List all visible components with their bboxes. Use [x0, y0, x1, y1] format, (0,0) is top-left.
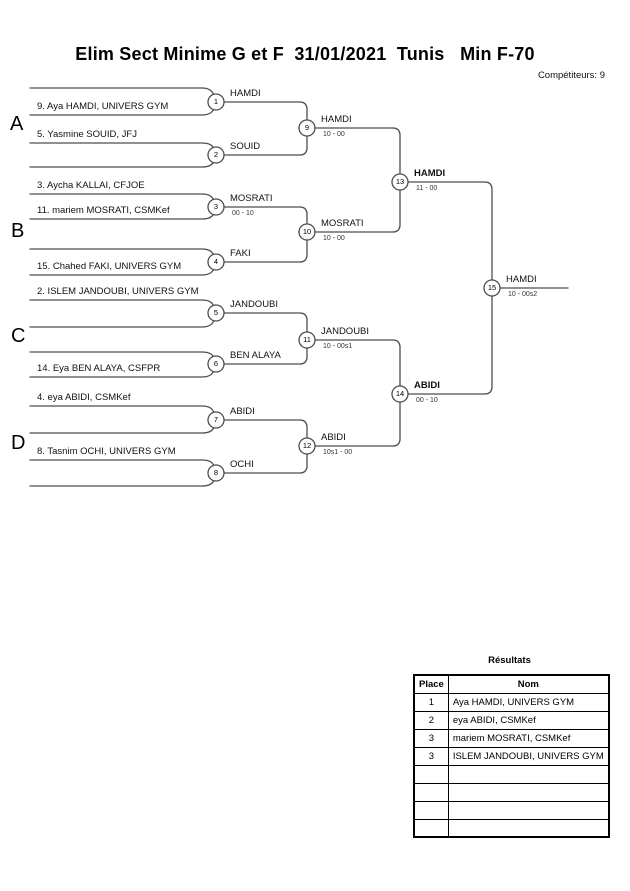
result-place — [414, 801, 448, 819]
result-name — [448, 801, 608, 819]
result-place: 1 — [414, 693, 448, 711]
slot-line — [30, 194, 214, 201]
match-number: 11 — [303, 335, 311, 344]
slot-line — [30, 88, 214, 96]
match-winner: HAMDI — [321, 114, 352, 125]
winner-connector — [224, 420, 307, 438]
table-row — [414, 765, 609, 783]
match-number: 7 — [213, 415, 219, 424]
match-winner: BEN ALAYA — [230, 350, 281, 361]
match-number: 4 — [213, 257, 219, 266]
result-place — [414, 765, 448, 783]
match-number: 13 — [395, 177, 405, 186]
match-number: 15 — [487, 283, 497, 292]
result-name: eya ABIDI, CSMKef — [448, 711, 608, 729]
match-score: 10s1 - 00 — [323, 449, 353, 456]
result-place — [414, 819, 448, 837]
competitor-name: 3. Aycha KALLAI, CFJOE — [37, 180, 145, 191]
table-row — [414, 711, 609, 729]
section-label-a: A — [10, 113, 24, 135]
match-score: 10 - 00s1 — [323, 343, 353, 350]
table-row — [414, 801, 609, 819]
slot-line — [30, 480, 214, 486]
slot-line — [30, 300, 214, 307]
results-table — [413, 674, 610, 838]
page-title: Elim Sect Minime G et F 31/01/2021 Tunis Min F-70 — [75, 44, 535, 64]
winner-connector — [224, 102, 307, 120]
slot-line — [30, 249, 214, 256]
match-winner: SOUID — [230, 141, 261, 152]
match-score: 10 - 00 — [323, 131, 345, 138]
results-title: Résultats — [488, 655, 531, 666]
match-winner: MOSRATI — [321, 218, 364, 229]
match-winner: ABIDI — [321, 432, 346, 443]
match-number: 1 — [213, 97, 219, 106]
slot-line — [30, 143, 214, 149]
match-number: 12 — [302, 441, 312, 450]
table-row — [414, 819, 609, 837]
result-name — [448, 819, 608, 837]
winner-connector — [224, 313, 307, 332]
match-winner: HAMDI — [230, 88, 261, 99]
match-winner: OCHI — [230, 459, 254, 470]
slot-line — [30, 320, 214, 327]
competitor-name: 9. Aya HAMDI, UNIVERS GYM — [37, 101, 169, 112]
competitor-name: 5. Yasmine SOUID, JFJ — [37, 129, 137, 140]
competitor-name: 4. eya ABIDI, CSMKef — [37, 392, 131, 403]
match-winner: JANDOUBI — [321, 326, 370, 337]
competitor-name: 14. Eya BEN ALAYA, CSFPR — [37, 363, 161, 374]
result-name — [448, 783, 608, 801]
match-winner: FAKI — [230, 248, 251, 259]
table-row — [414, 747, 609, 765]
match-number: 14 — [395, 389, 405, 398]
match-number: 5 — [213, 308, 219, 317]
section-label-c: C — [11, 325, 26, 347]
match-number: 10 — [302, 227, 312, 236]
result-place — [414, 783, 448, 801]
table-row — [414, 693, 609, 711]
match-winner: ABIDI — [414, 380, 440, 391]
match-winner: MOSRATI — [230, 193, 273, 204]
competitor-name: 2. ISLEM JANDOUBI, UNIVERS GYM — [37, 286, 199, 297]
match-winner: ABIDI — [230, 406, 255, 417]
result-place: 3 — [414, 747, 448, 765]
results-header-row — [414, 675, 609, 693]
winner-connector — [408, 182, 492, 280]
competitors-count: Compétiteurs: 9 — [537, 70, 605, 81]
slot-line — [30, 161, 214, 167]
competitor-name: 8. Tasnim OCHI, UNIVERS GYM — [37, 446, 176, 457]
match-winner: JANDOUBI — [230, 299, 279, 310]
result-place: 3 — [414, 729, 448, 747]
match-score: 11 - 00 — [416, 185, 438, 192]
slot-line — [30, 460, 214, 466]
result-place: 2 — [414, 711, 448, 729]
match-score: 10 - 00 — [323, 235, 345, 242]
result-name — [448, 765, 608, 783]
results-col-place: Place — [414, 675, 448, 693]
slot-line — [30, 352, 214, 358]
match-score: 00 - 10 — [232, 210, 254, 217]
match-number: 8 — [213, 468, 219, 477]
result-name: Aya HAMDI, UNIVERS GYM — [448, 693, 608, 711]
match-score: 10 - 00s2 — [508, 291, 538, 298]
section-label-d: D — [11, 432, 26, 454]
table-row — [414, 729, 609, 747]
section-label-b: B — [11, 220, 25, 242]
match-winner: HAMDI — [506, 274, 537, 285]
slot-line — [30, 427, 214, 433]
slot-line — [30, 406, 214, 413]
competitor-name: 11. mariem MOSRATI, CSMKef — [37, 205, 170, 216]
match-winner: HAMDI — [414, 168, 446, 179]
match-number: 6 — [213, 359, 219, 368]
results-col-name: Nom — [448, 675, 608, 693]
match-score: 00 - 10 — [416, 397, 438, 404]
result-name: mariem MOSRATI, CSMKef — [448, 729, 608, 747]
competitor-name: 15. Chahed FAKI, UNIVERS GYM — [37, 261, 182, 272]
match-number: 2 — [213, 150, 219, 159]
match-number: 3 — [213, 202, 219, 211]
match-number: 9 — [304, 123, 310, 132]
table-row — [414, 783, 609, 801]
result-name: ISLEM JANDOUBI, UNIVERS GYM — [448, 747, 608, 765]
